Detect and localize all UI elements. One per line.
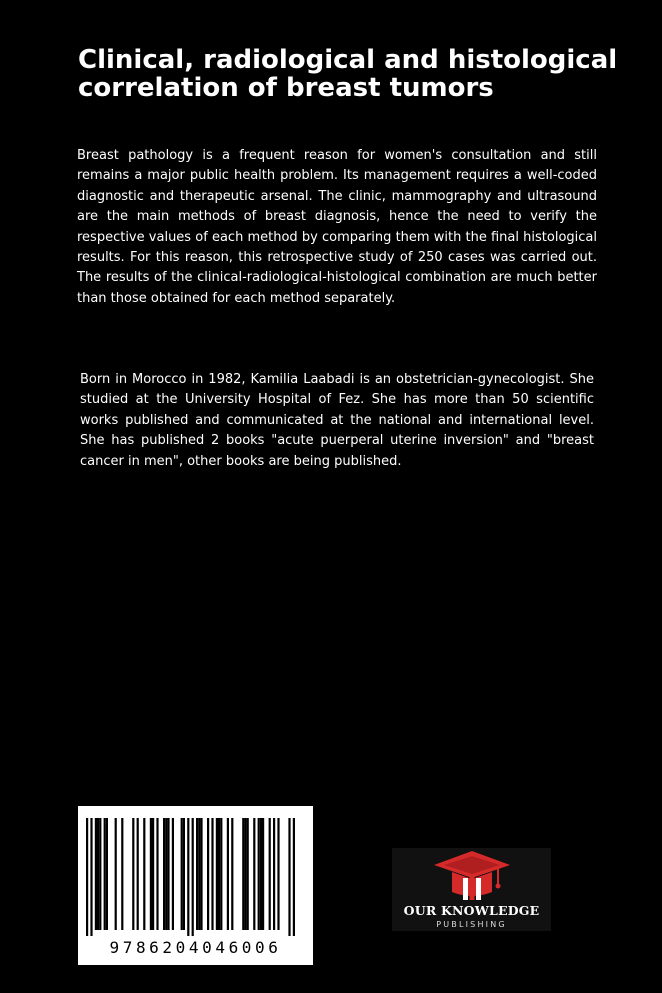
barcode-bar <box>293 818 295 936</box>
barcode-bar <box>132 818 134 930</box>
barcode-bar <box>121 818 123 930</box>
barcode-bar <box>183 818 185 930</box>
barcode-bar <box>196 818 198 930</box>
barcode-bar <box>198 818 200 930</box>
barcode-bar <box>207 818 209 930</box>
barcode-bar <box>200 818 202 930</box>
barcode-bar <box>95 818 97 930</box>
barcode-bar <box>218 818 220 930</box>
barcode-bar <box>165 818 167 930</box>
barcode-bar <box>262 818 264 930</box>
publisher-subtitle: PUBLISHING <box>436 920 507 929</box>
barcode-bar <box>152 818 154 930</box>
barcode <box>78 806 313 965</box>
barcode-bar <box>104 818 106 930</box>
barcode-bar <box>277 818 279 930</box>
author-bio: Born in Morocco in 1982, Kamilia Laabadi is an obstetrician-gynecologist. She studied at the University Hospital of Fez. She has more than 50 scientific works published and communicated at the national and international level. She has published 2 books "acute puerperal uterine inversion" and "breast cancer in men", other books are being published. <box>80 372 594 469</box>
barcode-bar <box>167 818 169 930</box>
barcode-bar <box>220 818 222 930</box>
barcode-bar <box>258 818 260 930</box>
barcode-bar <box>227 818 229 930</box>
barcode-bar <box>143 818 145 930</box>
barcode-bar <box>106 818 108 930</box>
barcode-bar <box>260 818 262 930</box>
barcode-bar <box>137 818 139 930</box>
barcode-bar <box>187 818 189 936</box>
barcode-bar <box>90 818 92 936</box>
barcode-bar <box>97 818 99 930</box>
barcode-bar <box>115 818 117 930</box>
book-description: Breast pathology is a frequent reason for women's consultation and still remains a major public health problem. Its management requires a well-coded diagnostic and therapeutic arsenal. The clinic, mammography and ultrasound are the main methods of breast diagnosis, hence the need to verify the respective values of each method by comparing them with the final histological results. For this reason, this retrospective study of 250 cases was carried out. The results of the clinical-radiological-histological combination are much better than those obtained for each method separately. <box>77 148 597 306</box>
barcode-bar <box>181 818 183 930</box>
barcode-bar <box>288 818 290 936</box>
barcode-bar <box>244 818 246 930</box>
isbn-number: 9786204046006 <box>109 938 282 957</box>
graduation-cap-book-icon <box>430 848 514 904</box>
barcode-bar <box>231 818 233 930</box>
barcode-bars <box>78 806 313 936</box>
barcode-bar <box>273 818 275 930</box>
barcode-bar <box>86 818 88 936</box>
barcode-bar <box>192 818 194 936</box>
barcode-bar <box>269 818 271 930</box>
publisher-logo <box>392 848 551 931</box>
barcode-bar <box>163 818 165 930</box>
barcode-bar <box>150 818 152 930</box>
book-title: Clinical, radiological and histological correlation of breast tumors <box>78 45 618 103</box>
barcode-bar <box>242 818 244 930</box>
barcode-bar <box>172 818 174 930</box>
barcode-bar <box>211 818 213 930</box>
barcode-bar <box>247 818 249 930</box>
barcode-bar <box>99 818 101 930</box>
publisher-name: OUR KNOWLEDGE <box>403 903 540 918</box>
barcode-bar <box>156 818 158 930</box>
barcode-bar <box>216 818 218 930</box>
barcode-bar <box>253 818 255 930</box>
